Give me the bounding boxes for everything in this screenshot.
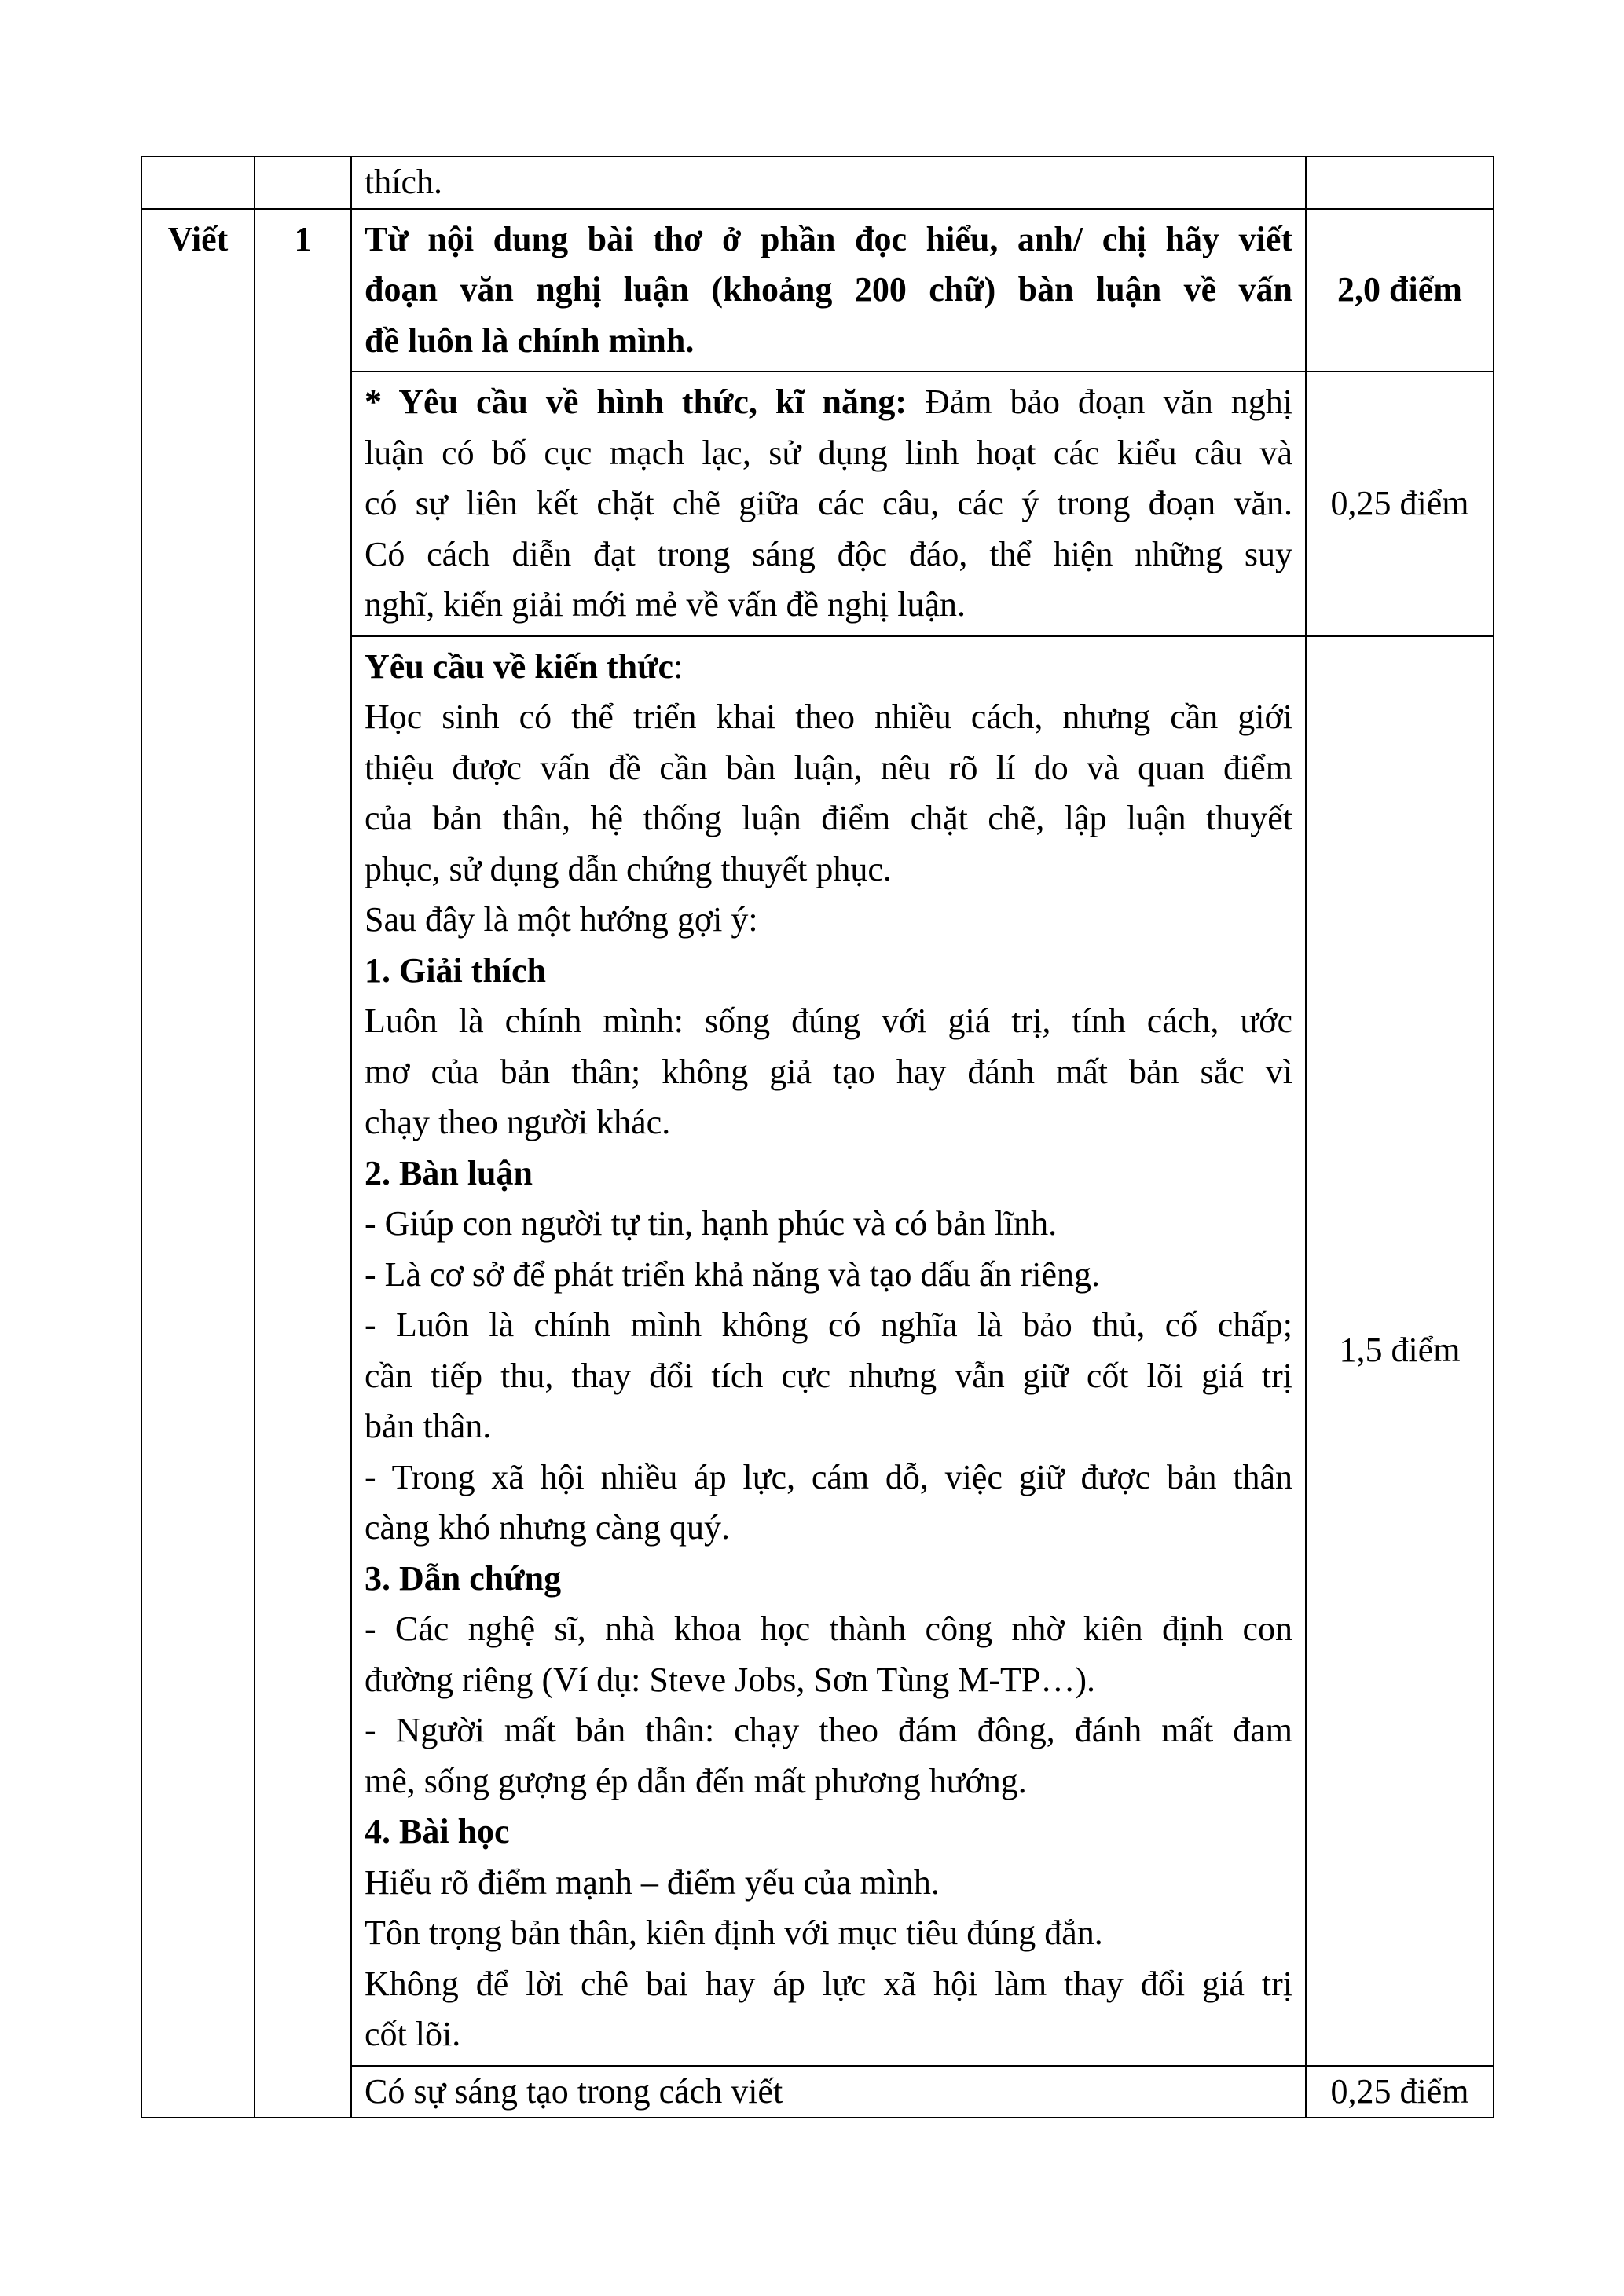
form-heading: * Yêu cầu về hình thức, kĩ năng: [365, 383, 907, 421]
form-line: có sự liên kết chặt chẽ giữa các câu, các ý trong đoạn văn. [365, 484, 1292, 522]
section3-line: đường riêng (Ví dụ: Steve Jobs, Sơn Tùng M-TP…). [365, 1660, 1095, 1699]
knowledge-intro-line: thiệu được vấn đề cần bàn luận, nêu rõ lí do và quan điểm [365, 748, 1292, 787]
task-prompt-line: đoạn văn nghị luận (khoảng 200 chữ) bàn luận về vấn [365, 270, 1292, 309]
number-cell [255, 156, 351, 209]
continuation-text: thích. [351, 156, 1306, 209]
creativity-score: 0,25 điểm [1306, 2066, 1494, 2118]
section2-line: cần tiếp thu, thay đổi tích cực nhưng vẫn giữ cốt lõi giá trị [365, 1356, 1292, 1395]
section3-line: - Các nghệ sĩ, nhà khoa học thành công nhờ kiên định con [365, 1609, 1292, 1648]
knowledge-heading-line [365, 642, 1292, 693]
form-line: Đảm bảo đoạn văn nghị [925, 383, 1293, 421]
task-score: 2,0 điểm [1306, 209, 1494, 372]
part-label: Viết [141, 209, 255, 2118]
knowledge-intro-line: của bản thân, hệ thống luận điểm chặt chẽ, lập luận thuyết [365, 799, 1292, 837]
table-row-task [141, 209, 1494, 372]
section-title-lesson: 4. Bài học [365, 1812, 510, 1851]
form-score: 0,25 điểm [1306, 372, 1494, 636]
table-row-continuation [141, 156, 1494, 209]
section2-line: bản thân. [365, 1407, 492, 1445]
knowledge-suggestion: Sau đây là một hướng gợi ý: [365, 900, 758, 939]
section-title-evidence: 3. Dẫn chứng [365, 1558, 562, 1598]
knowledge-heading: Yêu cầu về kiến thức [365, 646, 674, 686]
form-first-line [365, 377, 1292, 428]
knowledge-requirements [351, 636, 1306, 2066]
knowledge-intro-line: phục, sử dụng dẫn chứng thuyết phục. [365, 849, 892, 888]
creativity-text: Có sự sáng tạo trong cách viết [351, 2066, 1306, 2118]
section2-line: - Giúp con người tự tin, hạnh phúc và có bản lĩnh. [365, 1204, 1058, 1243]
grading-table [141, 156, 1494, 2118]
section4-line: Hiểu rõ điểm mạnh – điểm yếu của mình. [365, 1862, 940, 1902]
section2-line: càng khó nhưng càng quý. [365, 1508, 730, 1547]
section1-line: Luôn là chính mình: sống đúng với giá trị, tính cách, ước [365, 1002, 1292, 1040]
form-line: Có cách diễn đạt trong sáng độc đáo, thể hiện những suy [365, 534, 1292, 573]
task-prompt-line: Từ nội dung bài thơ ở phần đọc hiểu, anh/ chị hãy viết [365, 219, 1292, 258]
section-title-discussion: 2. Bàn luận [365, 1153, 533, 1192]
section4-line: Tôn trọng bản thân, kiên định với mục tiêu đúng đắn. [365, 1913, 1103, 1952]
section4-line: Không để lời chê bai hay áp lực xã hội làm thay đổi giá trị [365, 1964, 1292, 2003]
part-cell [141, 156, 255, 209]
task-prompt-line: đề luôn là chính mình. [365, 320, 695, 360]
section-title-explain: 1. Giải thích [365, 950, 547, 990]
form-requirements [351, 372, 1306, 636]
section1-line: chạy theo người khác. [365, 1103, 671, 1141]
section2-line: - Luôn là chính mình không có nghĩa là bảo thủ, cố chấp; [365, 1305, 1292, 1344]
knowledge-score: 1,5 điểm [1306, 636, 1494, 2066]
section2-line: - Là cơ sở để phát triển khả năng và tạo dấu ấn riêng. [365, 1254, 1100, 1294]
section3-line: - Người mất bản thân: chạy theo đám đông, đánh mất đam [365, 1711, 1292, 1749]
section3-line: mê, sống gượng ép dẫn đến mất phương hướng. [365, 1761, 1027, 1800]
question-number: 1 [255, 209, 351, 2118]
form-line: luận có bố cục mạch lạc, sử dụng linh hoạt các kiểu câu và [365, 433, 1292, 472]
section2-line: - Trong xã hội nhiều áp lực, cám dỗ, việc giữ được bản thân [365, 1457, 1292, 1496]
knowledge-intro-line: Học sinh có thể triển khai theo nhiều cách, nhưng cần giới [365, 698, 1292, 736]
continuation-score-cell [1306, 156, 1494, 209]
section4-line: cốt lõi. [365, 2015, 461, 2053]
knowledge-heading-colon: : [673, 646, 684, 686]
task-prompt [351, 209, 1306, 372]
form-line: nghĩ, kiến giải mới mẻ về vấn đề nghị luận. [365, 585, 966, 624]
section1-line: mơ của bản thân; không giả tạo hay đánh mất bản sắc vì [365, 1052, 1292, 1091]
